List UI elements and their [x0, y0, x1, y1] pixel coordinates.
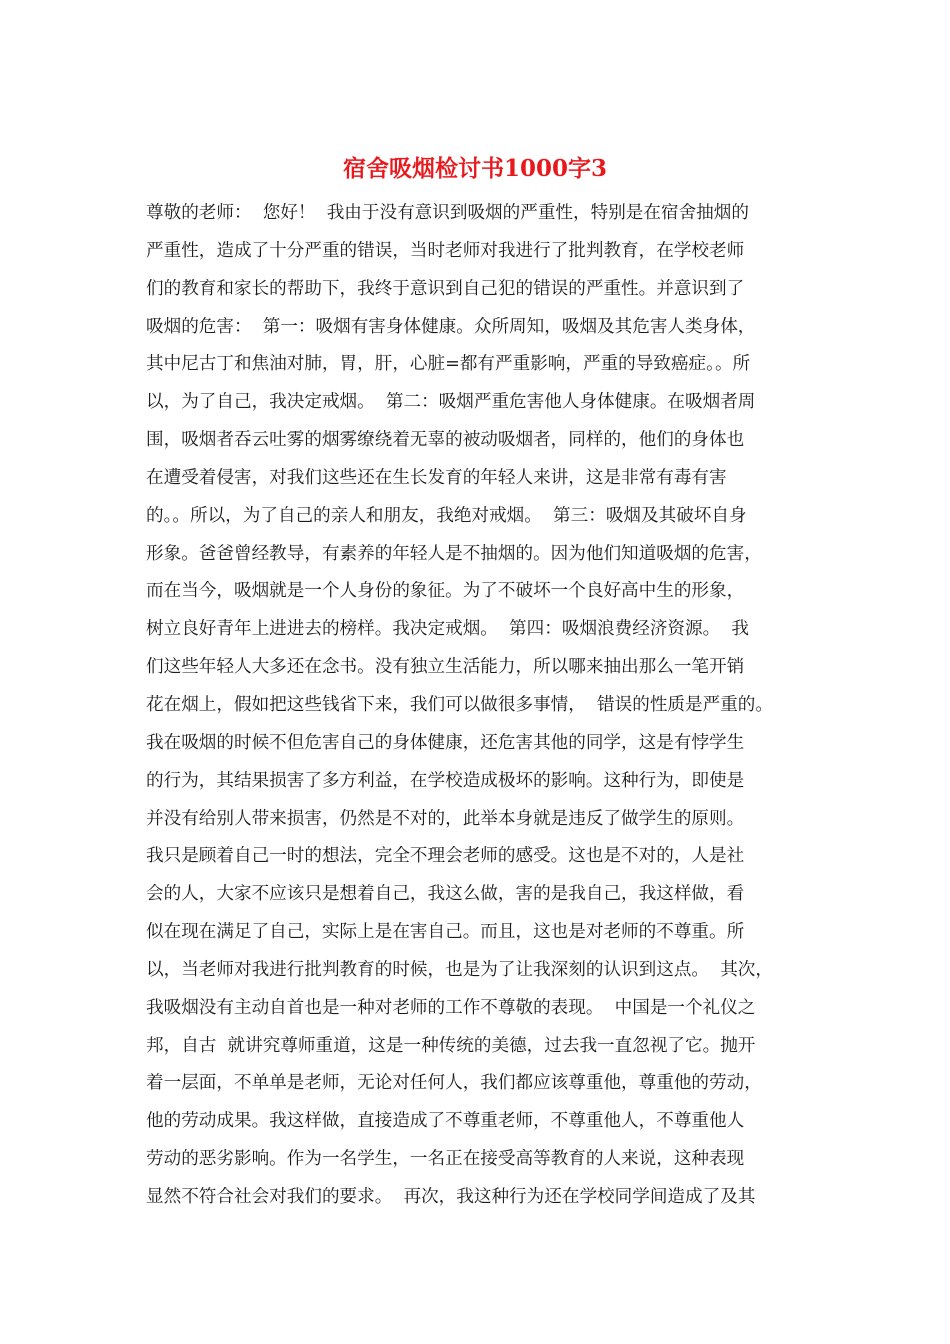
body-line: 形象。爸爸曾经教导，有素养的年轻人是不抽烟的。因为他们知道吸烟的危害， [146, 543, 762, 564]
body-line: 的行为，其结果损害了多方利益，在学校造成极坏的影响。这种行为，即使是 [146, 770, 745, 791]
body-line: 我吸烟没有主动自首也是一种对老师的工作不尊敬的表现。 中国是一个礼仪之 [146, 997, 756, 1018]
body-line: 们的教育和家长的帮助下，我终于意识到自己犯的错误的严重性。并意识到了 [146, 278, 745, 299]
body-line: 们这些年轻人大多还在念书。没有独立生活能力，所以哪来抽出那么一笔开销 [146, 657, 745, 678]
body-line: 围，吸烟者吞云吐雾的烟雾缭绕着无辜的被动吸烟者，同样的，他们的身体也 [146, 430, 745, 451]
body-line: 我只是顾着自己一时的想法，完全不理会老师的感受。这也是不对的，人是社 [146, 846, 745, 867]
document-body [146, 195, 826, 1217]
document-title: 宿舍吸烟检讨书1000字3 [342, 155, 608, 182]
body-line: 而在当今，吸烟就是一个人身份的象征。为了不破坏一个良好高中生的形象， [146, 581, 745, 602]
body-line: 严重性，造成了十分严重的错误，当时老师对我进行了批判教育，在学校老师 [146, 240, 745, 261]
body-line: 花在烟上，假如把这些钱省下来，我们可以做很多事情， 错误的性质是严重的。 [146, 694, 773, 715]
body-line: 的。。所以，为了自己的亲人和朋友，我绝对戒烟。 第三：吸烟及其破坏自身 [146, 505, 747, 526]
body-line: 似在现在满足了自己，实际上是在害自己。而且，这也是对老师的不尊重。所 [146, 922, 745, 943]
body-line: 在遭受着侵害，对我们这些还在生长发育的年轻人来讲，这是非常有毒有害 [146, 467, 727, 488]
body-line: 会的人，大家不应该只是想着自己，我这么做，害的是我自己，我这样做，看 [146, 884, 745, 905]
body-line: 他的劳动成果。我这样做，直接造成了不尊重老师，不尊重他人，不尊重他人 [146, 1111, 745, 1132]
body-line: 并没有给别人带来损害，仍然是不对的，此举本身就是违反了做学生的原则。 [146, 808, 745, 829]
body-line: 显然不符合社会对我们的要求。 再次，我这种行为还在学校同学间造成了及其 [146, 1186, 756, 1207]
body-line: 其中尼古丁和焦油对肺，胃，肝，心脏=都有严重影响，严重的导致癌症。。所 [146, 354, 751, 375]
body-line: 以，当老师对我进行批判教育的时候，也是为了让我深刻的认识到这点。 其次， [146, 959, 773, 980]
body-line: 着一层面，不单单是老师，无论对任何人，我们都应该尊重他，尊重他的劳动， [146, 1073, 762, 1094]
body-line: 劳动的恶劣影响。作为一名学生，一名正在接受高等教育的人来说，这种表现 [146, 1149, 745, 1170]
body-line: 我在吸烟的时候不但危害自己的身体健康，还危害其他的同学，这是有悖学生 [146, 732, 745, 753]
body-line: 以，为了自己，我决定戒烟。 第二：吸烟严重危害他人身体健康。在吸烟者周 [146, 392, 756, 413]
body-line: 吸烟的危害： 第一：吸烟有害身体健康。众所周知，吸烟及其危害人类身体， [146, 316, 756, 337]
body-line: 尊敬的老师： 您好！ 我由于没有意识到吸烟的严重性，特别是在宿舍抽烟的 [146, 203, 749, 223]
body-line: 树立良好青年上进进去的榜样。我决定戒烟。 第四：吸烟浪费经济资源。 我 [146, 619, 749, 640]
body-line: 邦，自古 就讲究尊师重道，这是一种传统的美德，过去我一直忽视了它。抛开 [146, 1035, 756, 1056]
